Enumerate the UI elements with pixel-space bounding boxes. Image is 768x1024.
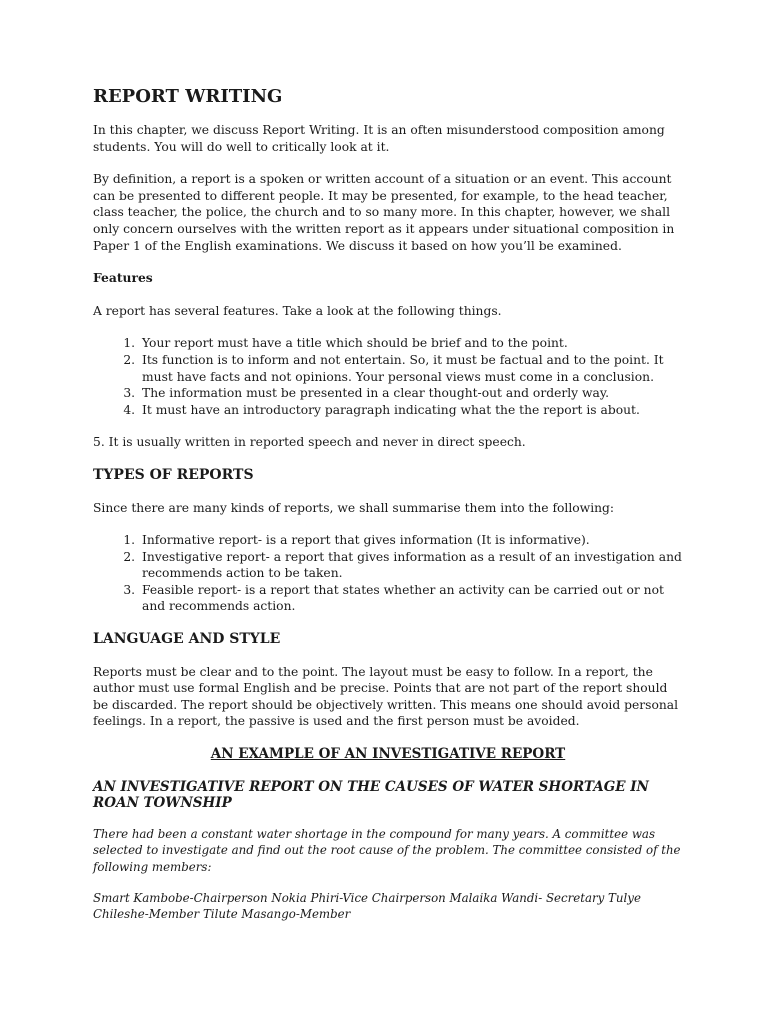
- report-title: AN INVESTIGATIVE REPORT ON THE CAUSES OF WATER SHORTAGE IN ROAN TOWNSHIP: [93, 778, 649, 812]
- list-item: 4. It must have an introductory paragraph indicating what the the report is about.: [139, 402, 683, 419]
- list-item: 2. Investigative report- a report that gives information as a result of an investigation and recommends action to be taken.: [139, 549, 683, 582]
- types-list: [93, 532, 683, 615]
- document-title: REPORT WRITING: [93, 86, 283, 107]
- list-item: 1. Your report must have a title which should be brief and to the point.: [139, 335, 683, 352]
- list-item: 1. Informative report- is a report that gives information (It is informative).: [139, 532, 683, 549]
- definition-paragraph: By definition, a report is a spoken or written account of a situation or an event. This account can be presented to different people. It may be presented, for example, to the head teacher, class teacher, the police, the church and to so many more. In this chapter, however, we shall only concern ourselves with the written report as it appears under situational composition in Paper 1 of the English examinations. We discuss it based on how you’ll be examined.: [93, 172, 675, 253]
- types-heading: TYPES OF REPORTS: [93, 466, 254, 483]
- intro-paragraph: In this chapter, we discuss Report Writing. It is an often misunderstood composition among students. You will do well to critically look at it.: [93, 123, 665, 154]
- list-item: 3. Feasible report- is a report that states whether an activity can be carried out or not and recommends action.: [139, 582, 683, 615]
- list-item: 3. The information must be presented in a clear thought-out and orderly way.: [139, 385, 683, 402]
- types-intro: Since there are many kinds of reports, we shall summarise them into the following:: [93, 500, 615, 515]
- features-list: [93, 335, 683, 418]
- report-members: Smart Kambobe-Chairperson Nokia Phiri-Vice Chairperson Malaika Wandi- Secretary Tulye Chileshe-Member Tilute Masango-Member: [93, 890, 641, 922]
- features-intro: A report has several features. Take a look at the following things.: [93, 303, 502, 318]
- language-heading: LANGUAGE AND STYLE: [93, 631, 281, 648]
- feature-five: 5. It is usually written in reported speech and never in direct speech.: [93, 435, 526, 450]
- language-paragraph: Reports must be clear and to the point. The layout must be easy to follow. In a report, the author must use formal English and be precise. Points that are not part of the report should be discarded. The report should be objectively written. This means one should avoid personal feelings. In a report, the passive is used and the first person must be avoided.: [93, 664, 679, 729]
- document-page: [93, 86, 683, 937]
- report-intro: There had been a constant water shortage in the compound for many years. A committee was selected to investigate and find out the root cause of the problem. The committee consisted of the following members:: [93, 826, 681, 874]
- features-heading: Features: [93, 270, 153, 286]
- example-heading: AN EXAMPLE OF AN INVESTIGATIVE REPORT: [210, 746, 566, 763]
- list-item: 2. Its function is to inform and not entertain. So, it must be factual and to the point. It must have facts and not opinions. Your personal views must come in a conclusion.: [139, 352, 683, 385]
